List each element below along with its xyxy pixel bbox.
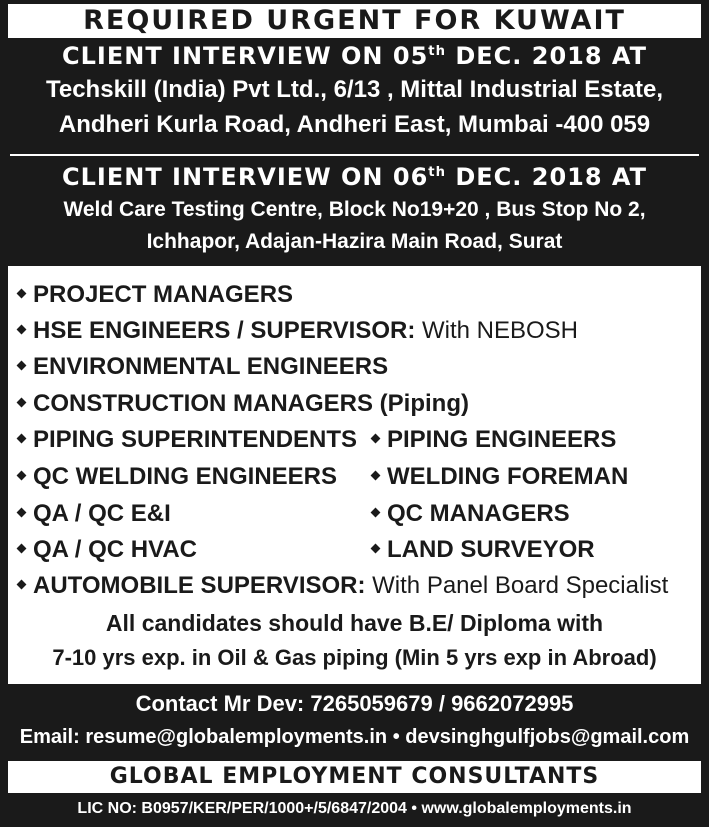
- position-note: With Panel Board Specialist: [365, 572, 669, 599]
- position-label: QA / QC HVAC: [33, 536, 198, 563]
- email-label: Email:: [19, 726, 86, 748]
- position-label: AUTOMOBILE SUPERVISOR:: [33, 572, 366, 599]
- contact-email-line: [0, 720, 709, 754]
- license-line: [0, 795, 709, 823]
- position-label: HSE ENGINEERS / SUPERVISOR:: [33, 317, 416, 344]
- position-automobile-supervisor: [14, 572, 668, 600]
- position-welding-foreman: [368, 463, 628, 491]
- position-note: With NEBOSH: [415, 317, 579, 344]
- position-qa-qc-hvac: [14, 536, 197, 564]
- position-label: QC WELDING ENGINEERS: [33, 463, 338, 490]
- bullet-icon: [17, 580, 27, 590]
- company-name: GLOBAL EMPLOYMENT CONSULTANTS: [109, 764, 600, 789]
- bullet-icon: [17, 361, 27, 371]
- position-label: PIPING SUPERINTENDENTS: [33, 426, 358, 453]
- license-number: LIC NO: B0957/KER/PER/1000+/5/6847/2004: [77, 800, 407, 817]
- position-label: ENVIRONMENTAL ENGINEERS: [33, 353, 389, 380]
- contact-phone: Contact Mr Dev: 7265059679 / 9662072995: [135, 691, 574, 716]
- interview-1-address-line-2: Andheri Kurla Road, Andheri East, Mumbai -400 059: [58, 111, 651, 138]
- bullet-icon: [17, 471, 27, 481]
- position-qa-qc-ei: [14, 500, 171, 528]
- interview-2-heading: [0, 160, 709, 194]
- title-band: [8, 4, 701, 38]
- position-note: (Piping): [373, 390, 469, 417]
- bullet-icon: [371, 544, 381, 554]
- interview-2-heading-sup: th: [428, 165, 446, 180]
- position-label: PROJECT MANAGERS: [33, 281, 294, 308]
- website-link[interactable]: www.globalemployments.in: [421, 800, 632, 817]
- interview-1-heading-text: CLIENT INTERVIEW ON 05: [62, 42, 429, 70]
- interview-1-heading-date: DEC. 2018 AT: [445, 42, 647, 70]
- position-qc-welding-engineers: [14, 463, 337, 491]
- position-environmental-engineers: [14, 353, 388, 381]
- interview-2-address-line-2: Ichhapor, Adajan-Hazira Main Road, Surat: [146, 230, 563, 253]
- position-piping-engineers: [368, 426, 616, 454]
- interview-2-heading-text: CLIENT INTERVIEW ON 06: [62, 163, 429, 191]
- bullet-icon: [17, 289, 27, 299]
- license-separator: •: [411, 800, 417, 817]
- position-label: WELDING FOREMAN: [387, 463, 629, 490]
- position-label: QA / QC E&I: [33, 500, 171, 527]
- bullet-icon: [17, 325, 27, 335]
- bullet-icon: [17, 508, 27, 518]
- position-label: QC MANAGERS: [387, 500, 570, 527]
- position-label: CONSTRUCTION MANAGERS: [33, 390, 373, 417]
- interview-1-heading: [0, 40, 709, 72]
- position-piping-superintendents: [14, 426, 357, 454]
- bullet-icon: [371, 508, 381, 518]
- bullet-icon: [371, 434, 381, 444]
- interview-1-address-line-1: Techskill (India) Pvt Ltd., 6/13 , Mittal Industrial Estate,: [45, 76, 663, 103]
- email-separator: •: [392, 726, 400, 748]
- page-title: REQUIRED URGENT FOR KUWAIT: [83, 5, 626, 36]
- interview-2-address-line-1: Weld Care Testing Centre, Block No19+20 , Bus Stop No 2,: [63, 198, 646, 221]
- position-project-managers: [14, 281, 293, 309]
- position-qc-managers: [368, 500, 570, 528]
- license-section: [0, 795, 709, 825]
- bullet-icon: [17, 434, 27, 444]
- position-construction-managers: [14, 390, 469, 418]
- email-link-resume[interactable]: resume@globalemployments.in: [85, 726, 388, 748]
- position-land-surveyor: [368, 536, 595, 564]
- requirements-line-1: All candidates should have B.E/ Diploma with: [105, 610, 604, 636]
- bullet-icon: [371, 471, 381, 481]
- email-link-devsingh[interactable]: devsinghgulfjobs@gmail.com: [405, 726, 690, 748]
- interview-1-heading-sup: th: [428, 44, 446, 59]
- position-label: LAND SURVEYOR: [387, 536, 595, 563]
- interview-2-section: [0, 160, 709, 260]
- bullet-icon: [17, 544, 27, 554]
- requirements-line-2: 7-10 yrs exp. in Oil & Gas piping (Min 5 yrs exp in Abroad): [52, 645, 657, 670]
- position-hse-engineers: [14, 317, 578, 345]
- interview-2-heading-date: DEC. 2018 AT: [445, 163, 647, 191]
- bullet-icon: [17, 398, 27, 408]
- section-divider: [10, 154, 699, 156]
- position-label: PIPING ENGINEERS: [387, 426, 617, 453]
- company-band: [8, 761, 701, 793]
- interview-1-section: [0, 40, 709, 150]
- contact-section: [0, 686, 709, 758]
